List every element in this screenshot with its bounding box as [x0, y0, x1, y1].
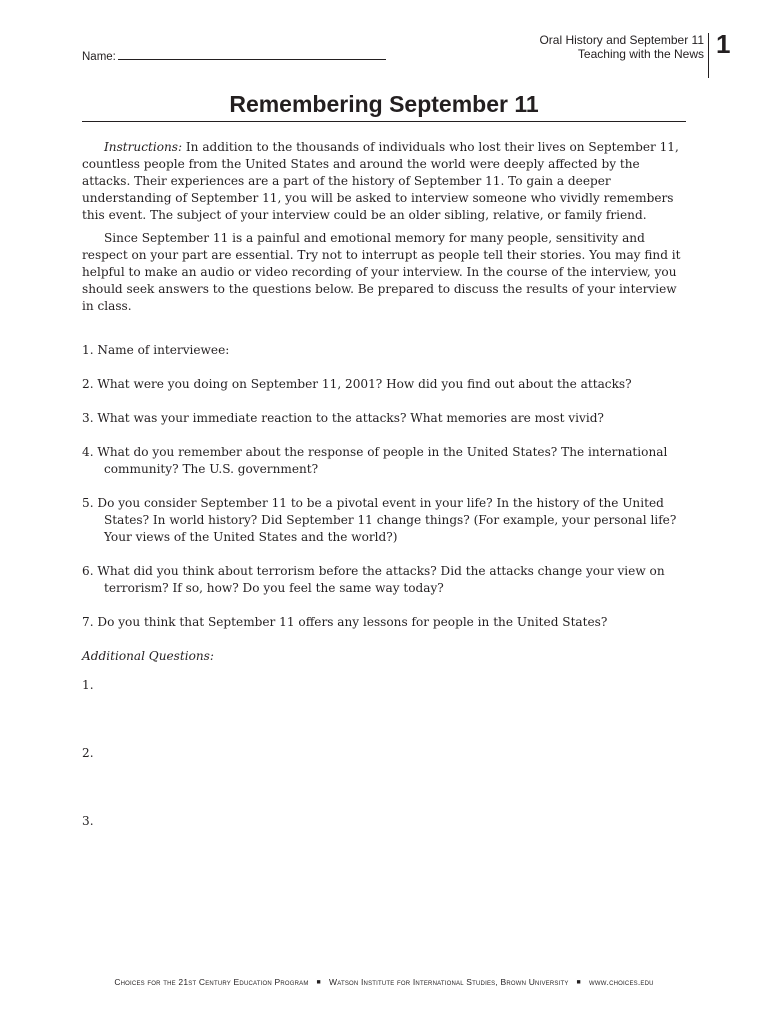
- instructions-label: Instructions:: [104, 140, 183, 154]
- name-row: [82, 48, 386, 63]
- header-series-title: Oral History and September 11: [539, 33, 704, 47]
- footer-program: Choices for the 21st Century Education Program: [114, 977, 309, 987]
- additional-question-2: 2.: [82, 746, 94, 761]
- footer-separator: ■: [576, 979, 581, 986]
- additional-question-1: 1.: [82, 678, 94, 693]
- name-label: Name:: [82, 51, 116, 63]
- question-4: 4. What do you remember about the response of people in the United States? The international community? The U.S. government?: [82, 445, 668, 476]
- additional-question-3: 3.: [82, 814, 94, 829]
- sensitivity-paragraph: Since September 11 is a painful and emotional memory for many people, sensitivity and respect on your part are essential. Try not to interrupt as people tell their stories. You may find it helpful to make an audio or video recording of your interview. In the course of the interview, you should seek answers to the questions below. Be prepared to discuss the results of your interview in class.: [82, 231, 681, 313]
- footer-institute: Watson Institute for International Studies, Brown University: [328, 977, 569, 987]
- footer-separator: ■: [316, 979, 321, 986]
- question-2: 2. What were you doing on September 11, 2001? How did you find out about the attacks?: [82, 377, 632, 391]
- question-5: 5. Do you consider September 11 to be a pivotal event in your life? In the history of the United States? In world history? Did September 11 change things? (For example, your personal life? Your views of the United States and the world?): [82, 496, 677, 544]
- question-1: 1. Name of interviewee:: [82, 343, 230, 357]
- footer: [0, 977, 768, 987]
- additional-questions-label: Additional Questions:: [82, 649, 214, 663]
- title-underline: [82, 121, 686, 122]
- question-3: 3. What was your immediate reaction to the attacks? What memories are most vivid?: [82, 411, 604, 425]
- name-blank-line: [118, 48, 386, 60]
- question-7: 7. Do you think that September 11 offers any lessons for people in the United States?: [82, 615, 608, 629]
- header-titles: [539, 33, 704, 61]
- footer-website: www.choices.edu: [588, 977, 654, 987]
- page-title: Remembering September 11: [229, 91, 539, 117]
- instructions-text: In addition to the thousands of individuals who lost their lives on September 11, countless people from the United States and around the world were deeply affected by the attacks. Their experiences are a part of the history of September 11. To gain a deeper understanding of September 11, you will be asked to interview someone who vividly remembers this event. The subject of your interview could be an older sibling, relative, or family friend.: [82, 140, 679, 222]
- page-number: 1: [716, 29, 731, 59]
- header-divider: [708, 33, 709, 78]
- question-6: 6. What did you think about terrorism before the attacks? Did the attacks change your view on terrorism? If so, how? Do you feel the same way today?: [82, 564, 665, 595]
- worksheet-body: [82, 139, 686, 830]
- instructions-paragraph: [82, 139, 686, 224]
- header-subtitle: Teaching with the News: [577, 47, 704, 61]
